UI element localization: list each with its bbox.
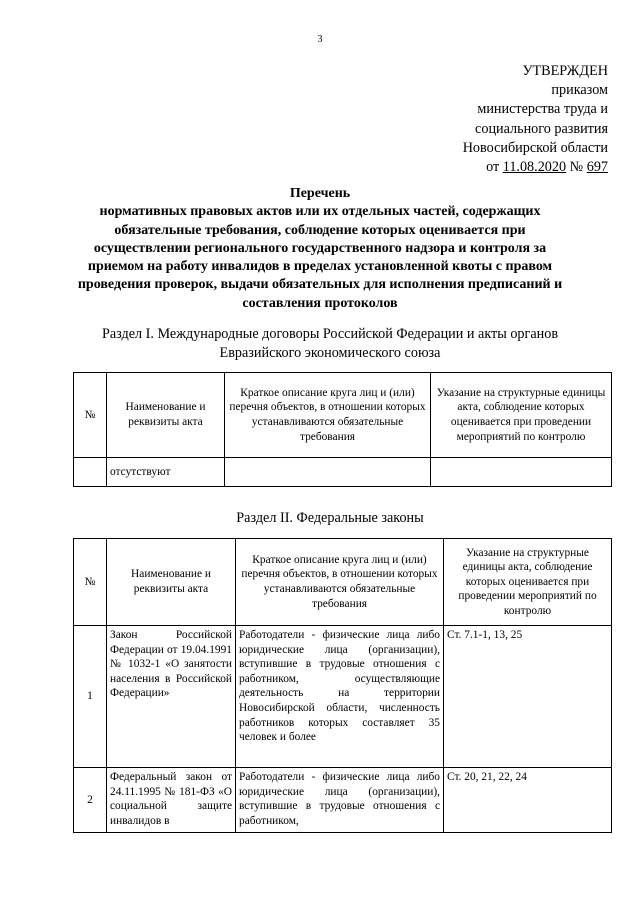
table-row: [74, 768, 612, 833]
page-bottom-margin: [0, 844, 640, 905]
header-act: Наименование и реквизиты акта: [107, 373, 225, 458]
header-number: №: [74, 539, 107, 626]
cell-units: [431, 458, 612, 487]
table-row: [74, 458, 612, 487]
cell-number: 1: [74, 626, 107, 768]
header-units: Указание на структурные единицы акта, соблюдение которых оценивается при проведении мероприятий по контролю: [431, 373, 612, 458]
cell-scope: [225, 458, 431, 487]
cell-units: Ст. 20, 21, 22, 24: [444, 768, 612, 833]
approval-line: министерства труда и: [477, 101, 608, 118]
approval-line: социального развития: [475, 120, 608, 137]
cell-scope: Работодатели - физические лица либо юридические лица (организации), вступившие в трудовые отношения с работником,: [236, 768, 444, 833]
cell-act: отсутствуют: [107, 458, 225, 487]
approval-number: 697: [586, 159, 608, 176]
header-units: Указание на структурные единицы акта, соблюдение которых оценивается при проведении мероприятий по контролю: [444, 539, 612, 626]
approval-line: приказом: [551, 82, 608, 99]
cell-number: [74, 458, 107, 487]
table-row: [74, 626, 612, 768]
approval-date-line: [463, 158, 608, 177]
title-body: нормативных правовых актов или их отдельных частей, содержащих обязательные требования, соблюдение которых оценивается при осуществлении регионального государственного надзора и контроля за приемом на работу инвалидов в пределах установленной квоты с правом проведения проверок, выдачи обязательных для исполнения предписаний и составления протоколов: [77, 204, 563, 311]
approval-stamp: [463, 62, 608, 177]
header-act: Наименование и реквизиты акта: [107, 539, 236, 626]
section-1-heading: Раздел I. Международные договоры Российской Федерации и акты органов Евразийского экономического союза: [101, 326, 559, 361]
cell-units: Ст. 7.1-1, 13, 25: [444, 626, 612, 768]
cell-act: Закон Российской Федерации от 19.04.1991 № 1032-1 «О занятости населения в Российской Федерации»: [107, 626, 236, 768]
approval-line: УТВЕРЖДЕН: [522, 63, 608, 79]
section-1-table: [73, 372, 612, 487]
header-number: №: [74, 373, 107, 458]
title-heading: Перечень: [289, 186, 351, 201]
section-2-heading: Раздел II. Федеральные законы: [236, 510, 424, 526]
section-2-table: [73, 538, 612, 833]
header-scope: Краткое описание круга лиц и (или) перечня объектов, в отношении которых устанавливаются обязательные требования: [236, 539, 444, 626]
header-scope: Краткое описание круга лиц и (или) перечня объектов, в отношении которых устанавливаются обязательные требования: [225, 373, 431, 458]
cell-scope: Работодатели - физические лица либо юридические лица (организации), вступившие в трудовые отношения с работником, осуществляющие деятельность на территории Новосибирской области, численность работников которых составляет 35 человек и более: [236, 626, 444, 768]
cell-act: Федеральный закон от 24.11.1995 № 181-ФЗ «О социальной защите инвалидов в: [107, 768, 236, 833]
approval-date: 11.08.2020: [502, 159, 567, 176]
document-title: [70, 185, 570, 313]
date-prefix: от: [486, 159, 503, 176]
page-number: 3: [317, 34, 323, 45]
number-sign: №: [566, 159, 587, 176]
cell-number: 2: [74, 768, 107, 833]
approval-line: Новосибирской области: [462, 139, 608, 156]
